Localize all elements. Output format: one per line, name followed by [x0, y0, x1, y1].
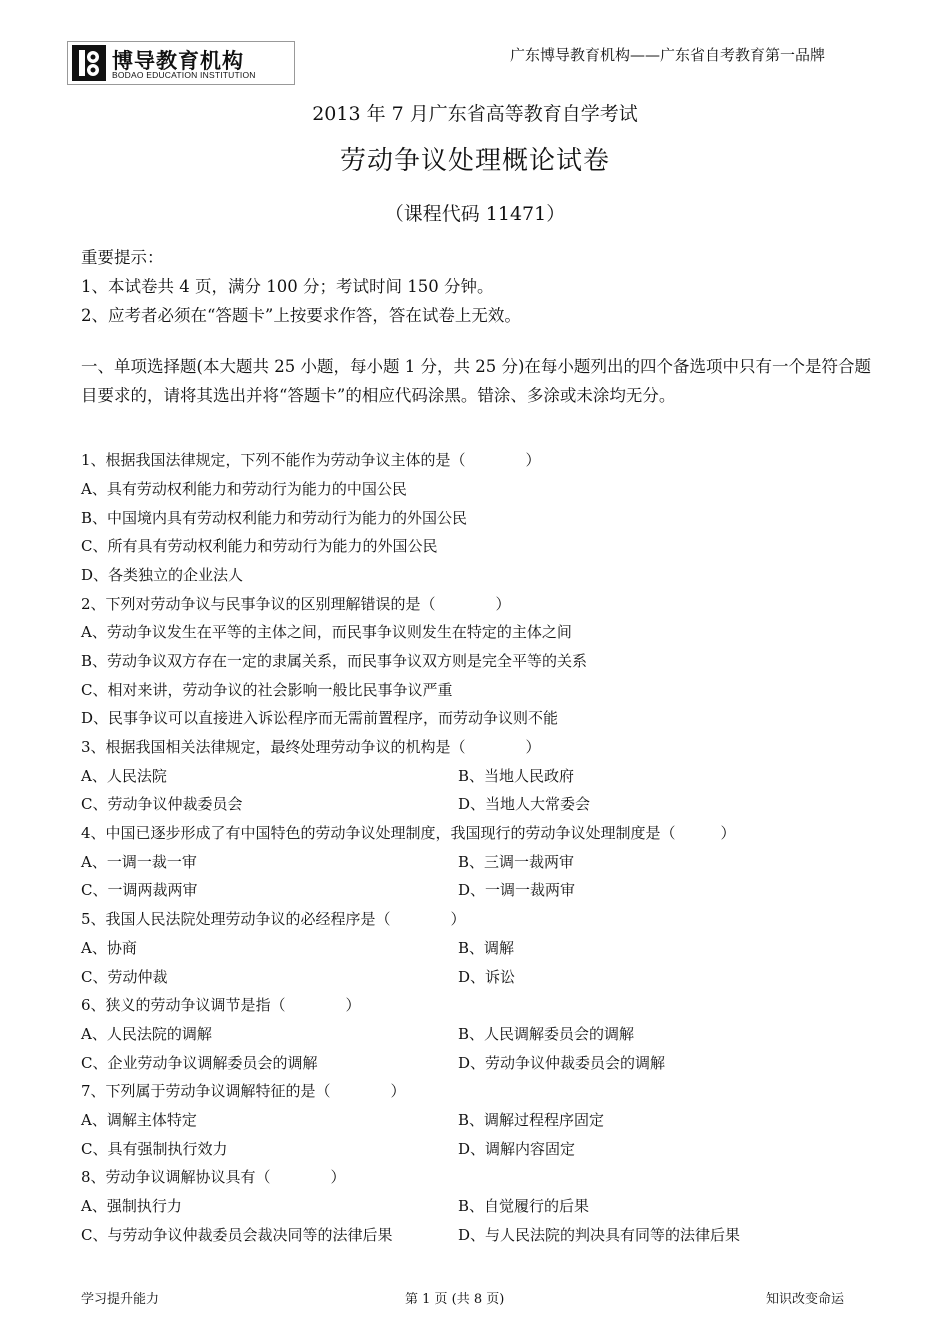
option: A、协商 [81, 939, 137, 957]
page-number: 第 1 页 (共 8 页) [405, 1292, 505, 1307]
option: D、当地人大常委会 [458, 795, 591, 813]
option: C、所有具有劳动权利能力和劳动行为能力的外国公民 [81, 537, 438, 555]
question-stem: 5、我国人民法院处理劳动争议的必经程序是（ ） [81, 910, 466, 928]
option: C、与劳动争议仲裁委员会裁决同等的法律后果 [81, 1226, 393, 1244]
option: D、各类独立的企业法人 [81, 566, 244, 584]
option: A、具有劳动权利能力和劳动行为能力的中国公民 [81, 480, 407, 498]
option: D、调解内容固定 [458, 1140, 576, 1158]
option: C、相对来讲，劳动争议的社会影响一般比民事争议严重 [81, 681, 453, 699]
option: B、中国境内具有劳动权利能力和劳动行为能力的外国公民 [81, 509, 468, 527]
option: B、人民调解委员会的调解 [458, 1025, 635, 1043]
option: C、一调两裁两审 [81, 881, 198, 899]
option: D、与人民法院的判决具有同等的法律后果 [458, 1226, 741, 1244]
question-stem: 6、狭义的劳动争议调节是指（ ） [81, 996, 361, 1014]
option: C、劳动争议仲裁委员会 [81, 795, 243, 813]
footer-left-slogan: 学习提升能力 [81, 1292, 160, 1307]
logo-b-icon [72, 45, 106, 81]
question-stem: 4、中国已逐步形成了有中国特色的劳动争议处理制度，我国现行的劳动争议处理制度是（ ） [81, 824, 736, 842]
option: D、一调一裁两审 [458, 881, 576, 899]
option: B、调解 [458, 939, 515, 957]
option: C、具有强制执行效力 [81, 1140, 228, 1158]
option: A、人民法院的调解 [81, 1025, 212, 1043]
question-stem: 8、劳动争议调解协议具有（ ） [81, 1168, 346, 1186]
institution-logo [67, 41, 295, 85]
option: C、劳动仲裁 [81, 968, 168, 986]
option: A、人民法院 [81, 767, 167, 785]
exam-title: 2013 年 7 月广东省高等教育自学考试 [312, 103, 638, 125]
question-stem: 2、下列对劳动争议与民事争议的区别理解错误的是（ ） [81, 595, 511, 613]
option: A、一调一裁一审 [81, 853, 197, 871]
option: B、当地人民政府 [458, 767, 575, 785]
header-slogan: 广东博导教育机构——广东省自考教育第一品牌 [510, 46, 826, 64]
paper-title: 劳动争议处理概论试卷 [339, 146, 610, 176]
notice-item: 1、本试卷共 4 页，满分 100 分；考试时间 150 分钟。 [81, 277, 494, 296]
option: A、强制执行力 [81, 1197, 182, 1215]
option: C、企业劳动争议调解委员会的调解 [81, 1054, 318, 1072]
option: A、调解主体特定 [81, 1111, 197, 1129]
option: B、自觉履行的后果 [458, 1197, 590, 1215]
logo-english-name: BODAO EDUCATION INSTITUTION [112, 70, 256, 80]
notice-heading: 重要提示： [81, 248, 164, 267]
option: B、调解过程程序固定 [458, 1111, 605, 1129]
option: D、劳动争议仲裁委员会的调解 [458, 1054, 666, 1072]
question-stem: 3、根据我国相关法律规定，最终处理劳动争议的机构是（ ） [81, 738, 541, 756]
section-instructions: 一、单项选择题(本大题共 25 小题，每小题 1 分，共 25 分)在每小题列出的四个备选项中只有一个是符合题目要求的，请将其选出并将“答题卡”的相应代码涂黑。错涂、多涂或未涂均无分。 [81, 357, 871, 405]
logo-chinese-name: 博导教育机构 [112, 49, 244, 73]
footer-right-slogan: 知识改变命运 [766, 1292, 845, 1307]
question-stem: 1、根据我国法律规定，下列不能作为劳动争议主体的是（ ） [81, 451, 541, 469]
option: D、诉讼 [458, 968, 516, 986]
course-code: （课程代码 11471） [384, 203, 566, 225]
option: D、民事争议可以直接进入诉讼程序而无需前置程序，而劳动争议则不能 [81, 709, 559, 727]
question-stem: 7、下列属于劳动争议调解特征的是（ ） [81, 1082, 406, 1100]
notice-item: 2、应考者必须在“答题卡”上按要求作答，答在试卷上无效。 [81, 306, 521, 325]
option: A、劳动争议发生在平等的主体之间，而民事争议则发生在特定的主体之间 [81, 623, 572, 641]
option: B、劳动争议双方存在一定的隶属关系，而民事争议双方则是完全平等的关系 [81, 652, 588, 670]
option: B、三调一裁两审 [458, 853, 575, 871]
